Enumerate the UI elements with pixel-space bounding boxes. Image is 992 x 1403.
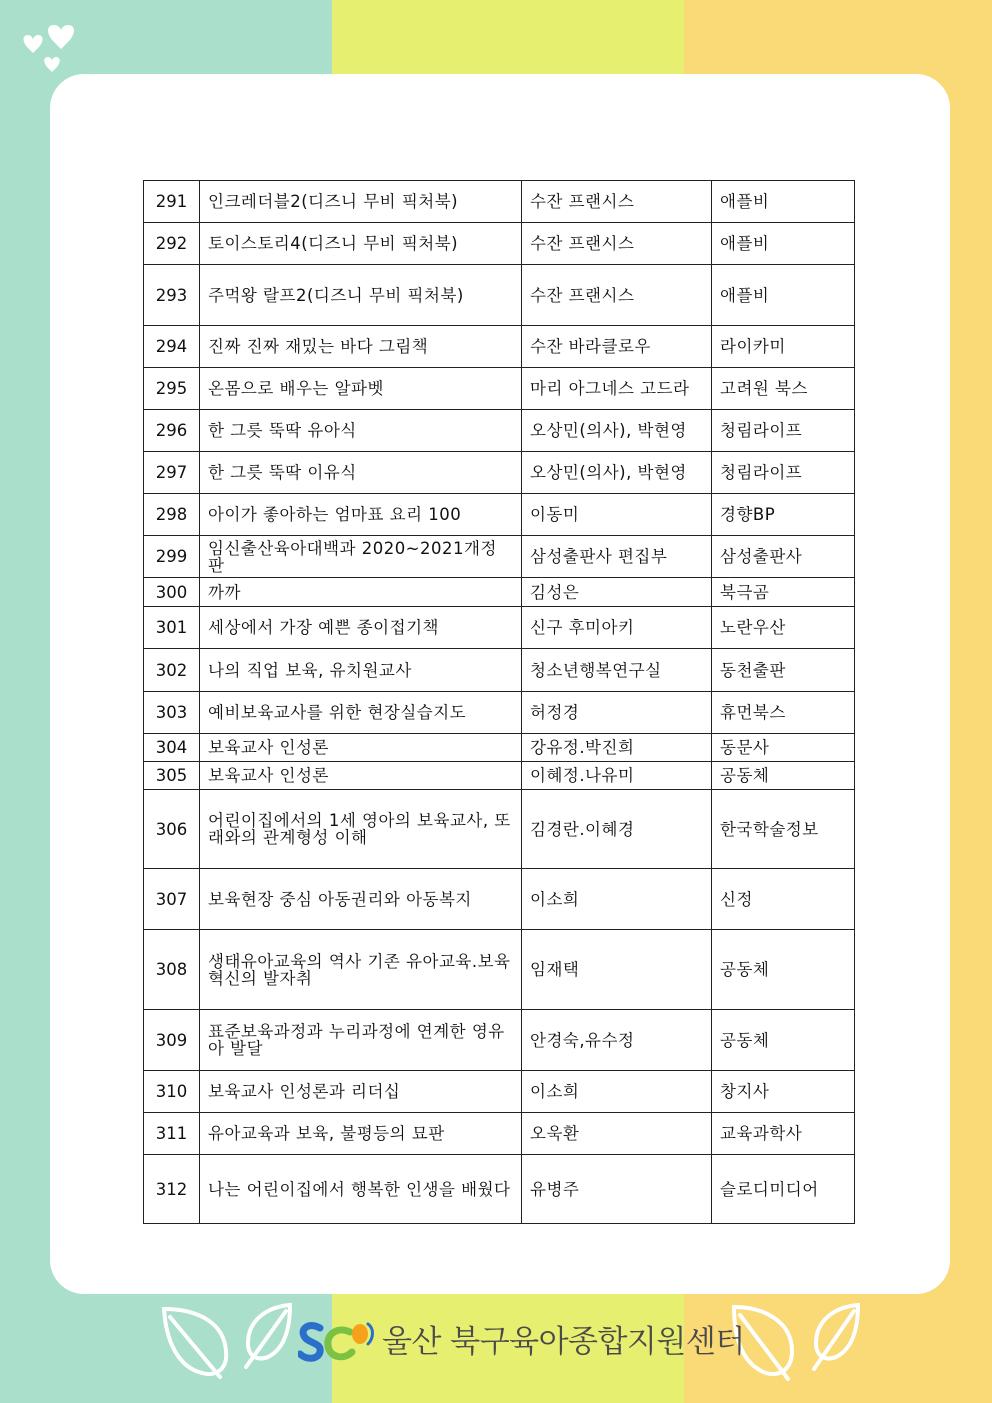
book-author: 이혜정.나유미 (522, 762, 712, 790)
book-publisher: 교육과학사 (712, 1113, 855, 1155)
table-row (144, 326, 855, 368)
table-row (144, 607, 855, 649)
book-publisher: 청림라이프 (712, 410, 855, 452)
book-number: 303 (144, 692, 200, 734)
book-title: 한 그릇 뚝딱 유아식 (200, 410, 522, 452)
book-publisher: 삼성출판사 (712, 536, 855, 578)
book-title: 아이가 좋아하는 엄마표 요리 100 (200, 494, 522, 536)
book-author: 이소희 (522, 869, 712, 930)
book-title: 예비보육교사를 위한 현장실습지도 (200, 692, 522, 734)
book-author: 김성은 (522, 578, 712, 607)
book-publisher: 애플비 (712, 181, 855, 223)
book-publisher: 공동체 (712, 1010, 855, 1071)
table-row (144, 494, 855, 536)
book-number: 309 (144, 1010, 200, 1071)
book-publisher: 슬로디미디어 (712, 1155, 855, 1224)
book-publisher: 휴먼북스 (712, 692, 855, 734)
book-title: 표준보육과정과 누리과정에 연계한 영유아 발달 (200, 1010, 522, 1071)
book-author: 김경란.이혜경 (522, 790, 712, 869)
book-title: 보육교사 인성론 (200, 762, 522, 790)
book-publisher: 동문사 (712, 734, 855, 762)
book-number: 297 (144, 452, 200, 494)
book-title: 보육현장 중심 아동권리와 아동복지 (200, 869, 522, 930)
hearts-icon (18, 22, 80, 74)
book-title: 토이스토리4(디즈니 무비 픽처북) (200, 223, 522, 265)
book-author: 오상민(의사), 박현영 (522, 410, 712, 452)
book-author: 오욱환 (522, 1113, 712, 1155)
book-author: 안경숙,유수정 (522, 1010, 712, 1071)
table-row (144, 1155, 855, 1224)
book-number: 304 (144, 734, 200, 762)
book-title: 한 그릇 뚝딱 이유식 (200, 452, 522, 494)
book-number: 310 (144, 1071, 200, 1113)
book-author: 강유정.박진희 (522, 734, 712, 762)
book-author: 수잔 바라클로우 (522, 326, 712, 368)
book-number: 302 (144, 649, 200, 692)
book-number: 291 (144, 181, 200, 223)
book-number: 301 (144, 607, 200, 649)
table-row (144, 869, 855, 930)
book-publisher: 창지사 (712, 1071, 855, 1113)
book-number: 293 (144, 265, 200, 326)
book-author: 수잔 프랜시스 (522, 265, 712, 326)
book-author: 허정경 (522, 692, 712, 734)
table-row (144, 181, 855, 223)
book-number: 294 (144, 326, 200, 368)
book-title: 생태유아교육의 역사 기존 유아교육.보육 혁신의 발자취 (200, 930, 522, 1010)
book-author: 신구 후미아키 (522, 607, 712, 649)
book-author: 삼성출판사 편집부 (522, 536, 712, 578)
book-author: 오상민(의사), 박현영 (522, 452, 712, 494)
book-author: 수잔 프랜시스 (522, 223, 712, 265)
book-author: 유병주 (522, 1155, 712, 1224)
book-number: 305 (144, 762, 200, 790)
table-row (144, 1010, 855, 1071)
table-row (144, 223, 855, 265)
book-publisher: 라이카미 (712, 326, 855, 368)
book-title: 까까 (200, 578, 522, 607)
sci-logo-icon (298, 1318, 376, 1364)
book-author: 이동미 (522, 494, 712, 536)
table-row (144, 536, 855, 578)
book-number: 307 (144, 869, 200, 930)
book-publisher: 경향BP (712, 494, 855, 536)
book-number: 306 (144, 790, 200, 869)
book-number: 311 (144, 1113, 200, 1155)
book-list-table (143, 180, 855, 1224)
org-name: 울산 북구육아종합지원센터 (382, 1324, 745, 1360)
table-row (144, 1113, 855, 1155)
book-title: 나의 직업 보육, 유치원교사 (200, 649, 522, 692)
book-number: 312 (144, 1155, 200, 1224)
book-title: 어린이집에서의 1세 영아의 보육교사, 또래와의 관계형성 이해 (200, 790, 522, 869)
book-title: 유아교육과 보육, 불평등의 묘판 (200, 1113, 522, 1155)
leaf-icon (808, 1301, 864, 1373)
table-row (144, 1071, 855, 1113)
book-title: 임신출산육아대백과 2020~2021개정판 (200, 536, 522, 578)
book-publisher: 공동체 (712, 930, 855, 1010)
table-row (144, 790, 855, 869)
book-publisher: 애플비 (712, 265, 855, 326)
table-row (144, 692, 855, 734)
book-author: 청소년행복연구실 (522, 649, 712, 692)
book-publisher: 동천출판 (712, 649, 855, 692)
table-row (144, 410, 855, 452)
book-title: 주먹왕 랄프2(디즈니 무비 픽처북) (200, 265, 522, 326)
book-number: 308 (144, 930, 200, 1010)
book-title: 보육교사 인성론과 리더십 (200, 1071, 522, 1113)
book-number: 298 (144, 494, 200, 536)
book-title: 보육교사 인성론 (200, 734, 522, 762)
book-number: 296 (144, 410, 200, 452)
book-publisher: 한국학술정보 (712, 790, 855, 869)
table-row (144, 578, 855, 607)
table-row (144, 265, 855, 326)
table-row (144, 368, 855, 410)
book-publisher: 애플비 (712, 223, 855, 265)
book-publisher: 노란우산 (712, 607, 855, 649)
table-row (144, 649, 855, 692)
book-publisher: 청림라이프 (712, 452, 855, 494)
book-publisher: 북극곰 (712, 578, 855, 607)
table-row (144, 452, 855, 494)
table-row (144, 762, 855, 790)
table-row (144, 930, 855, 1010)
book-number: 295 (144, 368, 200, 410)
book-author: 임재택 (522, 930, 712, 1010)
book-author: 수잔 프랜시스 (522, 181, 712, 223)
book-author: 이소희 (522, 1071, 712, 1113)
book-publisher: 신정 (712, 869, 855, 930)
book-number: 300 (144, 578, 200, 607)
book-author: 마리 아그네스 고드라 (522, 368, 712, 410)
book-number: 292 (144, 223, 200, 265)
book-title: 진짜 진짜 재밌는 바다 그림책 (200, 326, 522, 368)
book-title: 나는 어린이집에서 행복한 인생을 배웠다 (200, 1155, 522, 1224)
table-row (144, 734, 855, 762)
book-title: 세상에서 가장 예쁜 종이접기책 (200, 607, 522, 649)
book-publisher: 공동체 (712, 762, 855, 790)
leaf-icon (158, 1303, 240, 1383)
book-title: 온몸으로 배우는 알파벳 (200, 368, 522, 410)
book-number: 299 (144, 536, 200, 578)
book-publisher: 고려원 북스 (712, 368, 855, 410)
book-title: 인크레더블2(디즈니 무비 픽처북) (200, 181, 522, 223)
leaf-icon (240, 1301, 296, 1371)
